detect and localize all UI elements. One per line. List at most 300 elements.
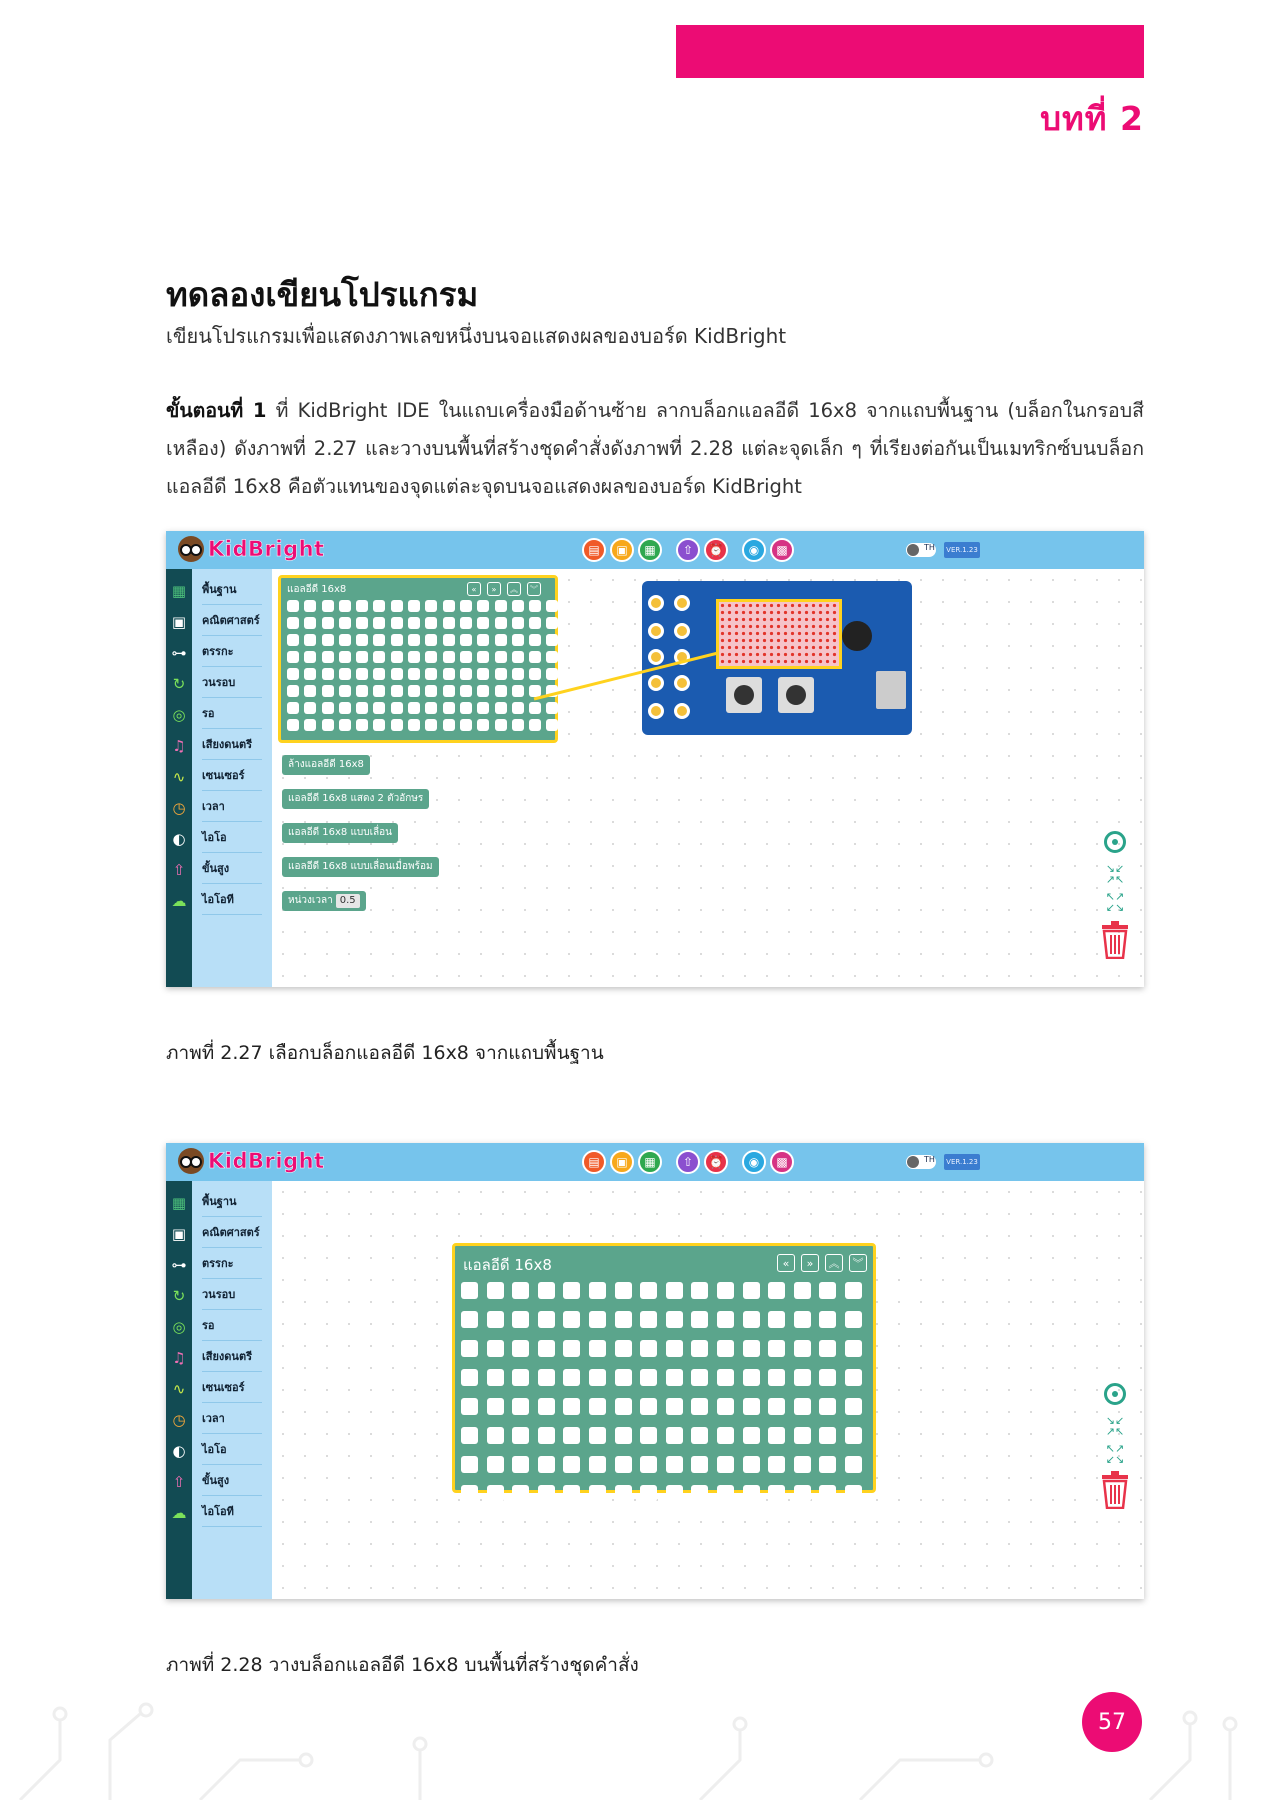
- led-cell[interactable]: [819, 1398, 836, 1415]
- led-cell[interactable]: [339, 617, 351, 629]
- led-cell[interactable]: [615, 1311, 632, 1328]
- led-cell[interactable]: [717, 1427, 734, 1444]
- led-cell[interactable]: [443, 702, 455, 714]
- led-cell[interactable]: [322, 719, 334, 731]
- led-cell[interactable]: [743, 1369, 760, 1386]
- led-cell[interactable]: [794, 1456, 811, 1473]
- led-cell[interactable]: [373, 634, 385, 646]
- led-cell[interactable]: [640, 1311, 657, 1328]
- led-cell[interactable]: [425, 617, 437, 629]
- led-cell[interactable]: [477, 651, 489, 663]
- led-cell[interactable]: [391, 617, 403, 629]
- led-cell[interactable]: [512, 634, 524, 646]
- toolbar-button-1[interactable]: ▤: [582, 1150, 606, 1174]
- palette-block[interactable]: [282, 891, 366, 911]
- led-cell[interactable]: [287, 719, 299, 731]
- toolbar-button-5[interactable]: ⏰: [704, 538, 728, 562]
- led-cell[interactable]: [589, 1311, 606, 1328]
- led-cell[interactable]: [538, 1456, 555, 1473]
- led-cell[interactable]: [546, 600, 558, 612]
- led-cell[interactable]: [512, 1311, 529, 1328]
- led-cell[interactable]: [538, 1485, 555, 1502]
- led-cell[interactable]: [512, 1485, 529, 1502]
- led-cell[interactable]: [512, 702, 524, 714]
- led-cell[interactable]: [487, 1282, 504, 1299]
- led-cell[interactable]: [391, 651, 403, 663]
- led-cell[interactable]: [443, 651, 455, 663]
- led-cell[interactable]: [373, 617, 385, 629]
- led-cell[interactable]: [339, 702, 351, 714]
- led-cell[interactable]: [304, 668, 316, 680]
- category-wait[interactable]: [166, 1311, 272, 1342]
- category-clock[interactable]: [166, 792, 272, 823]
- led-cell[interactable]: [512, 668, 524, 680]
- led-cell[interactable]: [768, 1398, 785, 1415]
- led-cell[interactable]: [356, 702, 368, 714]
- shift-left-icon[interactable]: «: [467, 582, 481, 596]
- led-cell[interactable]: [512, 719, 524, 731]
- led-cell[interactable]: [563, 1398, 580, 1415]
- led-cell[interactable]: [640, 1485, 657, 1502]
- led-cell[interactable]: [304, 651, 316, 663]
- led-cell[interactable]: [408, 668, 420, 680]
- led-cell[interactable]: [768, 1282, 785, 1299]
- led-cell[interactable]: [640, 1456, 657, 1473]
- led-cell[interactable]: [615, 1282, 632, 1299]
- led-cell[interactable]: [356, 600, 368, 612]
- led-cell[interactable]: [443, 668, 455, 680]
- led-cell[interactable]: [666, 1311, 683, 1328]
- palette-block[interactable]: [282, 789, 429, 809]
- led-cell[interactable]: [512, 1456, 529, 1473]
- led-cell[interactable]: [819, 1485, 836, 1502]
- led-cell[interactable]: [589, 1282, 606, 1299]
- led-cell[interactable]: [460, 668, 472, 680]
- led-cell[interactable]: [339, 685, 351, 697]
- led-cell[interactable]: [691, 1340, 708, 1357]
- led-cell[interactable]: [691, 1398, 708, 1415]
- led-cell[interactable]: [304, 719, 316, 731]
- toolbar-button-7[interactable]: ▩: [770, 538, 794, 562]
- category-advanced[interactable]: [166, 1466, 272, 1497]
- led-cell[interactable]: [666, 1282, 683, 1299]
- led-cell[interactable]: [304, 685, 316, 697]
- led-cell[interactable]: [461, 1427, 478, 1444]
- led-cell[interactable]: [794, 1340, 811, 1357]
- toolbar-button-5[interactable]: ⏰: [704, 1150, 728, 1174]
- led-cell[interactable]: [691, 1369, 708, 1386]
- led-cell[interactable]: [339, 651, 351, 663]
- led-cell[interactable]: [666, 1398, 683, 1415]
- led-cell[interactable]: [717, 1398, 734, 1415]
- led-cell[interactable]: [691, 1456, 708, 1473]
- led-cell[interactable]: [287, 702, 299, 714]
- led-cell[interactable]: [615, 1398, 632, 1415]
- led-cell[interactable]: [512, 651, 524, 663]
- led-cell[interactable]: [640, 1369, 657, 1386]
- led-cell[interactable]: [666, 1485, 683, 1502]
- led-cell[interactable]: [487, 1311, 504, 1328]
- led-cell[interactable]: [460, 719, 472, 731]
- led-cell[interactable]: [512, 1427, 529, 1444]
- delay-value-input[interactable]: 0.5: [336, 894, 360, 908]
- led-cell[interactable]: [819, 1282, 836, 1299]
- led-cell[interactable]: [743, 1456, 760, 1473]
- led-cell[interactable]: [615, 1456, 632, 1473]
- led-cell[interactable]: [589, 1427, 606, 1444]
- led-cell[interactable]: [487, 1485, 504, 1502]
- led-cell[interactable]: [529, 600, 541, 612]
- led-cell[interactable]: [287, 668, 299, 680]
- led-cell[interactable]: [691, 1311, 708, 1328]
- led-cell[interactable]: [425, 651, 437, 663]
- led-cell[interactable]: [717, 1456, 734, 1473]
- led-cell[interactable]: [408, 702, 420, 714]
- led-cell[interactable]: [425, 600, 437, 612]
- shift-left-icon[interactable]: «: [777, 1254, 795, 1272]
- toolbar-button-4[interactable]: ⇧: [676, 538, 700, 562]
- trash-icon[interactable]: [1100, 921, 1130, 959]
- led-cell[interactable]: [589, 1369, 606, 1386]
- category-logic-tree[interactable]: [166, 1249, 272, 1280]
- category-iot[interactable]: [166, 885, 272, 916]
- led-cell[interactable]: [322, 668, 334, 680]
- led-cell[interactable]: [538, 1427, 555, 1444]
- led-cell[interactable]: [845, 1398, 862, 1415]
- led-cell[interactable]: [563, 1369, 580, 1386]
- led-cell[interactable]: [495, 600, 507, 612]
- led-cell[interactable]: [487, 1369, 504, 1386]
- led-cell[interactable]: [794, 1398, 811, 1415]
- led-cell[interactable]: [495, 634, 507, 646]
- led-cell[interactable]: [495, 617, 507, 629]
- led-cell[interactable]: [794, 1369, 811, 1386]
- led-cell[interactable]: [287, 685, 299, 697]
- toolbar-button-4[interactable]: ⇧: [676, 1150, 700, 1174]
- led-cell[interactable]: [512, 1398, 529, 1415]
- category-loop[interactable]: [166, 1280, 272, 1311]
- led-cell[interactable]: [743, 1427, 760, 1444]
- led-cell[interactable]: [391, 685, 403, 697]
- led-cell[interactable]: [487, 1427, 504, 1444]
- led-cell[interactable]: [443, 600, 455, 612]
- led-cell[interactable]: [391, 634, 403, 646]
- led-cell[interactable]: [425, 685, 437, 697]
- palette-block[interactable]: [282, 823, 398, 843]
- led-cell[interactable]: [512, 1282, 529, 1299]
- led-cell[interactable]: [589, 1398, 606, 1415]
- toolbar-button-6[interactable]: ◉: [742, 1150, 766, 1174]
- led-cell[interactable]: [443, 634, 455, 646]
- led-16x8-block[interactable]: [452, 1243, 876, 1493]
- led-cell[interactable]: [477, 685, 489, 697]
- led-cell[interactable]: [819, 1340, 836, 1357]
- led-cell[interactable]: [691, 1427, 708, 1444]
- led-cell[interactable]: [373, 600, 385, 612]
- category-iot[interactable]: [166, 1497, 272, 1528]
- led-cell[interactable]: [615, 1369, 632, 1386]
- led-cell[interactable]: [287, 617, 299, 629]
- led-cell[interactable]: [717, 1311, 734, 1328]
- toolbar-button-7[interactable]: ▩: [770, 1150, 794, 1174]
- led-cell[interactable]: [373, 668, 385, 680]
- led-cell[interactable]: [461, 1282, 478, 1299]
- category-grid[interactable]: [166, 1187, 272, 1218]
- led-cell[interactable]: [477, 600, 489, 612]
- led-cell[interactable]: [589, 1485, 606, 1502]
- led-cell[interactable]: [743, 1340, 760, 1357]
- led-cell[interactable]: [768, 1485, 785, 1502]
- led-cell[interactable]: [743, 1282, 760, 1299]
- toolbar-button-2[interactable]: ▣: [610, 1150, 634, 1174]
- led-cell[interactable]: [563, 1311, 580, 1328]
- shift-down-icon[interactable]: ︾: [849, 1254, 867, 1272]
- led-cell[interactable]: [322, 617, 334, 629]
- led-cell[interactable]: [743, 1311, 760, 1328]
- led-cell[interactable]: [768, 1427, 785, 1444]
- led-cell[interactable]: [640, 1340, 657, 1357]
- led-cell[interactable]: [717, 1485, 734, 1502]
- led-cell[interactable]: [794, 1485, 811, 1502]
- category-io-toggle[interactable]: [166, 823, 272, 854]
- led-cell[interactable]: [845, 1427, 862, 1444]
- led-cell[interactable]: [322, 600, 334, 612]
- led-cell[interactable]: [477, 617, 489, 629]
- led-cell[interactable]: [443, 719, 455, 731]
- led-cell[interactable]: [538, 1369, 555, 1386]
- zoom-out-icon[interactable]: ↖↗ ↙↘: [1105, 1442, 1125, 1466]
- category-io-toggle[interactable]: [166, 1435, 272, 1466]
- led-cell[interactable]: [391, 702, 403, 714]
- led-cell[interactable]: [487, 1456, 504, 1473]
- led-cell[interactable]: [845, 1369, 862, 1386]
- palette-block[interactable]: [282, 755, 370, 775]
- led-cell[interactable]: [356, 634, 368, 646]
- led-cell[interactable]: [322, 685, 334, 697]
- led-cell[interactable]: [487, 1340, 504, 1357]
- led-cell[interactable]: [322, 702, 334, 714]
- trash-icon[interactable]: [1100, 1471, 1130, 1509]
- led-cell[interactable]: [666, 1427, 683, 1444]
- shift-right-icon[interactable]: »: [801, 1254, 819, 1272]
- zoom-in-icon[interactable]: ↘↙ ↗↖: [1105, 1414, 1125, 1438]
- led-cell[interactable]: [563, 1340, 580, 1357]
- led-cell[interactable]: [563, 1485, 580, 1502]
- zoom-in-icon[interactable]: ↘↙ ↗↖: [1105, 862, 1125, 886]
- led-cell[interactable]: [495, 702, 507, 714]
- led-cell[interactable]: [339, 634, 351, 646]
- workspace[interactable]: [272, 569, 1144, 987]
- led-cell[interactable]: [356, 617, 368, 629]
- led-cell[interactable]: [794, 1427, 811, 1444]
- led-matrix-grid[interactable]: [287, 600, 558, 731]
- led-cell[interactable]: [425, 719, 437, 731]
- led-cell[interactable]: [356, 685, 368, 697]
- led-cell[interactable]: [717, 1340, 734, 1357]
- palette-block[interactable]: [282, 857, 439, 877]
- category-wait[interactable]: [166, 699, 272, 730]
- led-cell[interactable]: [443, 685, 455, 697]
- led-cell[interactable]: [691, 1485, 708, 1502]
- led-cell[interactable]: [373, 685, 385, 697]
- led-cell[interactable]: [640, 1398, 657, 1415]
- led-16x8-block[interactable]: [278, 575, 558, 743]
- shift-up-icon[interactable]: ︽: [825, 1254, 843, 1272]
- zoom-out-icon[interactable]: ↖↗ ↙↘: [1105, 890, 1125, 914]
- led-cell[interactable]: [461, 1369, 478, 1386]
- led-cell[interactable]: [391, 719, 403, 731]
- category-music[interactable]: [166, 730, 272, 761]
- category-logic-tree[interactable]: [166, 637, 272, 668]
- led-cell[interactable]: [304, 600, 316, 612]
- led-cell[interactable]: [425, 702, 437, 714]
- toolbar-button-3[interactable]: ▦: [638, 1150, 662, 1174]
- led-cell[interactable]: [615, 1427, 632, 1444]
- led-cell[interactable]: [845, 1485, 862, 1502]
- led-cell[interactable]: [845, 1456, 862, 1473]
- led-cell[interactable]: [373, 719, 385, 731]
- led-cell[interactable]: [408, 651, 420, 663]
- category-calculator[interactable]: [166, 1218, 272, 1249]
- led-cell[interactable]: [819, 1311, 836, 1328]
- led-cell[interactable]: [495, 651, 507, 663]
- led-cell[interactable]: [461, 1456, 478, 1473]
- led-cell[interactable]: [512, 1369, 529, 1386]
- led-cell[interactable]: [356, 668, 368, 680]
- led-cell[interactable]: [666, 1340, 683, 1357]
- led-cell[interactable]: [356, 651, 368, 663]
- led-cell[interactable]: [408, 600, 420, 612]
- led-cell[interactable]: [589, 1456, 606, 1473]
- led-cell[interactable]: [461, 1340, 478, 1357]
- led-cell[interactable]: [819, 1427, 836, 1444]
- led-cell[interactable]: [443, 617, 455, 629]
- led-cell[interactable]: [845, 1311, 862, 1328]
- toolbar-button-6[interactable]: ◉: [742, 538, 766, 562]
- led-cell[interactable]: [819, 1369, 836, 1386]
- led-cell[interactable]: [768, 1311, 785, 1328]
- led-cell[interactable]: [512, 685, 524, 697]
- led-cell[interactable]: [529, 719, 541, 731]
- toolbar-button-3[interactable]: ▦: [638, 538, 662, 562]
- led-cell[interactable]: [819, 1456, 836, 1473]
- led-cell[interactable]: [322, 651, 334, 663]
- led-cell[interactable]: [717, 1369, 734, 1386]
- led-cell[interactable]: [589, 1340, 606, 1357]
- led-cell[interactable]: [768, 1340, 785, 1357]
- led-cell[interactable]: [845, 1282, 862, 1299]
- led-cell[interactable]: [743, 1485, 760, 1502]
- led-cell[interactable]: [477, 719, 489, 731]
- led-cell[interactable]: [495, 668, 507, 680]
- led-cell[interactable]: [373, 651, 385, 663]
- led-cell[interactable]: [425, 634, 437, 646]
- shift-up-icon[interactable]: ︽: [507, 582, 521, 596]
- category-loop[interactable]: [166, 668, 272, 699]
- led-cell[interactable]: [408, 685, 420, 697]
- led-cell[interactable]: [743, 1398, 760, 1415]
- led-cell[interactable]: [460, 634, 472, 646]
- led-cell[interactable]: [640, 1282, 657, 1299]
- led-cell[interactable]: [304, 634, 316, 646]
- led-cell[interactable]: [563, 1427, 580, 1444]
- led-matrix-grid[interactable]: [461, 1282, 862, 1502]
- category-music[interactable]: [166, 1342, 272, 1373]
- led-cell[interactable]: [461, 1398, 478, 1415]
- shift-right-icon[interactable]: »: [487, 582, 501, 596]
- led-cell[interactable]: [666, 1456, 683, 1473]
- led-cell[interactable]: [460, 702, 472, 714]
- led-cell[interactable]: [615, 1485, 632, 1502]
- led-cell[interactable]: [408, 634, 420, 646]
- led-cell[interactable]: [287, 634, 299, 646]
- led-cell[interactable]: [287, 651, 299, 663]
- category-sensor[interactable]: [166, 761, 272, 792]
- led-cell[interactable]: [391, 668, 403, 680]
- led-cell[interactable]: [477, 668, 489, 680]
- led-cell[interactable]: [477, 702, 489, 714]
- led-cell[interactable]: [339, 600, 351, 612]
- led-cell[interactable]: [408, 617, 420, 629]
- led-cell[interactable]: [373, 702, 385, 714]
- led-cell[interactable]: [460, 685, 472, 697]
- category-clock[interactable]: [166, 1404, 272, 1435]
- led-cell[interactable]: [768, 1369, 785, 1386]
- workspace[interactable]: [272, 1181, 1144, 1599]
- led-cell[interactable]: [477, 634, 489, 646]
- led-cell[interactable]: [512, 617, 524, 629]
- led-cell[interactable]: [339, 668, 351, 680]
- led-cell[interactable]: [461, 1485, 478, 1502]
- led-cell[interactable]: [460, 651, 472, 663]
- led-cell[interactable]: [768, 1456, 785, 1473]
- led-cell[interactable]: [538, 1311, 555, 1328]
- led-cell[interactable]: [717, 1282, 734, 1299]
- category-advanced[interactable]: [166, 854, 272, 885]
- led-cell[interactable]: [425, 668, 437, 680]
- led-cell[interactable]: [538, 1282, 555, 1299]
- led-cell[interactable]: [615, 1340, 632, 1357]
- category-calculator[interactable]: [166, 606, 272, 637]
- led-cell[interactable]: [339, 719, 351, 731]
- led-cell[interactable]: [304, 617, 316, 629]
- led-cell[interactable]: [563, 1456, 580, 1473]
- toolbar-button-1[interactable]: ▤: [582, 538, 606, 562]
- led-cell[interactable]: [794, 1282, 811, 1299]
- led-cell[interactable]: [794, 1311, 811, 1328]
- led-cell[interactable]: [356, 719, 368, 731]
- led-cell[interactable]: [461, 1311, 478, 1328]
- recenter-icon[interactable]: [1104, 1383, 1126, 1405]
- led-cell[interactable]: [495, 685, 507, 697]
- shift-down-icon[interactable]: ︾: [527, 582, 541, 596]
- led-cell[interactable]: [460, 617, 472, 629]
- led-cell[interactable]: [563, 1282, 580, 1299]
- led-cell[interactable]: [460, 600, 472, 612]
- led-cell[interactable]: [691, 1282, 708, 1299]
- toolbar-button-2[interactable]: ▣: [610, 538, 634, 562]
- led-cell[interactable]: [538, 1398, 555, 1415]
- recenter-icon[interactable]: [1104, 831, 1126, 853]
- category-sensor[interactable]: [166, 1373, 272, 1404]
- led-cell[interactable]: [512, 1340, 529, 1357]
- led-cell[interactable]: [487, 1398, 504, 1415]
- led-cell[interactable]: [845, 1340, 862, 1357]
- led-cell[interactable]: [640, 1427, 657, 1444]
- led-cell[interactable]: [304, 702, 316, 714]
- led-cell[interactable]: [512, 600, 524, 612]
- led-cell[interactable]: [666, 1369, 683, 1386]
